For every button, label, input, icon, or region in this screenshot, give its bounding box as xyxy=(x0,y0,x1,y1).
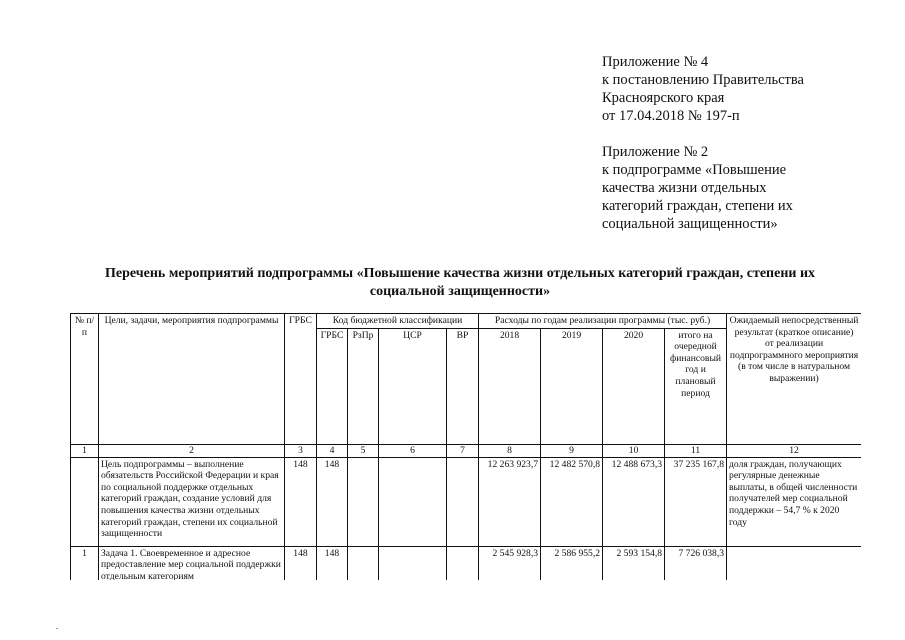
header-code-grbs: ГРБС xyxy=(317,328,348,444)
measures-table xyxy=(70,313,861,580)
row-code-grbs: 148 xyxy=(317,546,348,580)
row-vr xyxy=(447,546,479,580)
row-num xyxy=(71,457,99,546)
row-text: Цель подпрограммы – выполнение обязательств Российской Федерации и края по социальной поддержке отдельных категорий граждан, создание условий для повышения качества жизни отдельных категорий граждан, степени их социальной защищенности xyxy=(99,457,285,546)
header-year-2019: 2019 xyxy=(541,328,603,444)
document-title xyxy=(70,265,850,301)
header-code-vr: ВР xyxy=(447,328,479,444)
row-2019: 2 586 955,2 xyxy=(541,546,603,580)
header-total: итого на очередной финансовый год и плановый период xyxy=(665,328,727,444)
header-code-csr: ЦСР xyxy=(379,328,447,444)
column-number: 12 xyxy=(727,444,861,457)
row-grbs: 148 xyxy=(285,546,317,580)
column-number: 3 xyxy=(285,444,317,457)
row-csr xyxy=(379,546,447,580)
header-row-1 xyxy=(71,314,862,329)
column-number: 8 xyxy=(479,444,541,457)
column-number: 6 xyxy=(379,444,447,457)
appendix-2-line-4: категорий граждан, степени их xyxy=(602,198,793,214)
header-result: Ожидаемый непосредственный результат (краткое описание) от реализации подпрограммного мероприятия (в том числе в натуральном выражении) xyxy=(727,314,861,445)
row-text: Задача 1. Своевременное и адресное предоставление мер социальной поддержки отдельным категориям xyxy=(99,546,285,580)
title-line-1: Перечень мероприятий подпрограммы «Повышение качества жизни отдельных категорий граждан, степени их xyxy=(104,266,816,281)
row-code-grbs: 148 xyxy=(317,457,348,546)
appendix-2-line-2: к подпрограмме «Повышение xyxy=(602,162,787,178)
row-total: 7 726 038,3 xyxy=(665,546,727,580)
row-2018: 12 263 923,7 xyxy=(479,457,541,546)
column-number-row xyxy=(71,444,862,457)
column-number: 4 xyxy=(317,444,348,457)
row-2020: 12 488 673,3 xyxy=(603,457,665,546)
header-budget-code: Код бюджетной классификации xyxy=(317,314,479,329)
row-total: 37 235 167,8 xyxy=(665,457,727,546)
table-row-task-1 xyxy=(71,546,862,580)
row-num: 1 xyxy=(71,546,99,580)
header-expenses: Расходы по годам реализации программы (тыс. руб.) xyxy=(479,314,727,329)
row-result: доля граждан, получающих регулярные денежные выплаты, в общей численности получателей мер социальной поддержки – 54,7 % к 2020 году xyxy=(727,457,861,546)
row-csr xyxy=(379,457,447,546)
appendix-2-line-3: качества жизни отдельных xyxy=(602,180,767,196)
column-number: 10 xyxy=(603,444,665,457)
row-rzpr xyxy=(348,457,379,546)
appendix-2-line-5: социальной защищенности» xyxy=(602,216,778,232)
appendix-4-line-1: Приложение № 4 xyxy=(602,54,709,70)
appendix-4-line-2: к постановлению Правительства xyxy=(602,72,804,88)
row-grbs: 148 xyxy=(285,457,317,546)
header-goals: Цели, задачи, мероприятия подпрограммы xyxy=(99,314,285,445)
row-2018: 2 545 928,3 xyxy=(479,546,541,580)
header-year-2018: 2018 xyxy=(479,328,541,444)
row-2019: 12 482 570,8 xyxy=(541,457,603,546)
row-2020: 2 593 154,8 xyxy=(603,546,665,580)
column-number: 5 xyxy=(348,444,379,457)
title-line-2: социальной защищенности» xyxy=(369,284,551,299)
appendix-block xyxy=(602,53,892,233)
spacer xyxy=(602,125,892,143)
row-rzpr xyxy=(348,546,379,580)
row-result xyxy=(727,546,861,580)
column-number: 9 xyxy=(541,444,603,457)
row-vr xyxy=(447,457,479,546)
column-number: 7 xyxy=(447,444,479,457)
measures-table-wrapper xyxy=(70,313,861,580)
header-year-2020: 2020 xyxy=(603,328,665,444)
scan-speck xyxy=(56,628,58,629)
header-code-rzpr: РзПр xyxy=(348,328,379,444)
appendix-2-line-1: Приложение № 2 xyxy=(602,144,709,160)
table-row-goal xyxy=(71,457,862,546)
column-number: 11 xyxy=(665,444,727,457)
appendix-4-line-4: от 17.04.2018 № 197-п xyxy=(602,108,740,124)
column-number: 2 xyxy=(99,444,285,457)
header-num: № п/п xyxy=(71,314,99,445)
appendix-4-line-3: Красноярского края xyxy=(602,90,725,106)
column-number: 1 xyxy=(71,444,99,457)
header-grbs: ГРБС xyxy=(285,314,317,445)
